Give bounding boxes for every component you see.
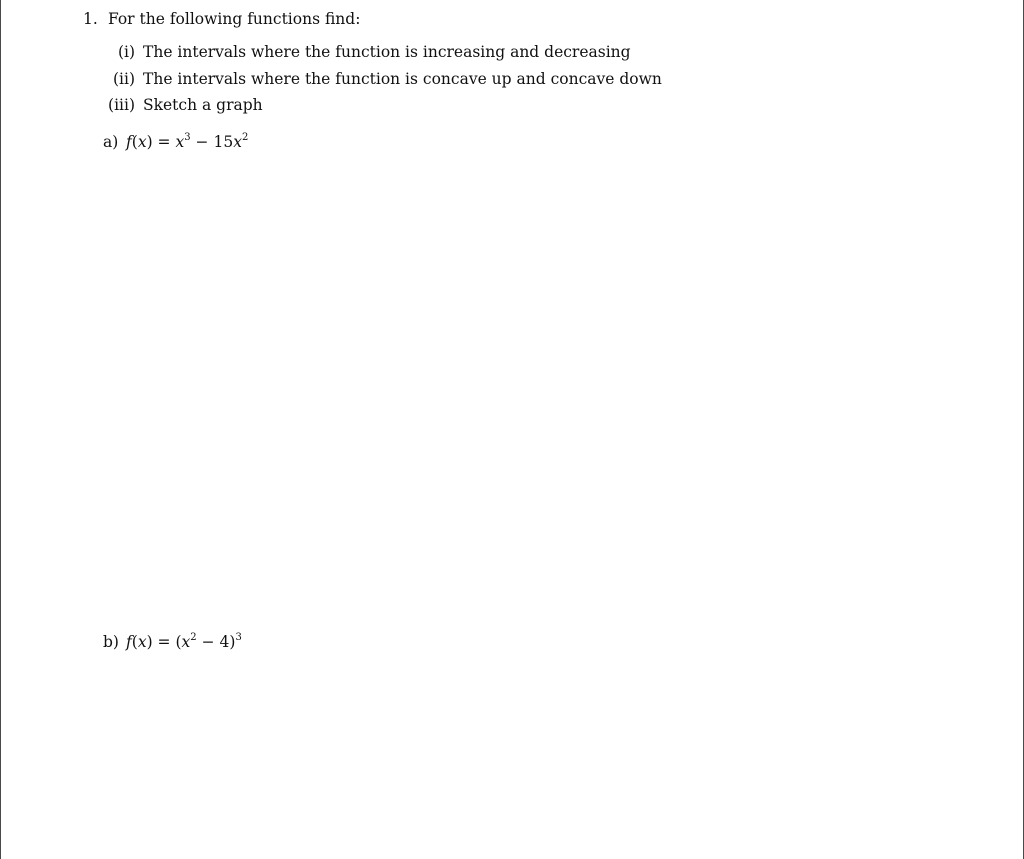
part-b — [103, 632, 242, 652]
subitem-iii — [105, 95, 263, 115]
subitem-i — [105, 42, 631, 62]
part-label: a) — [103, 133, 119, 151]
part-label: b) — [103, 633, 119, 651]
question-number: 1. — [83, 10, 98, 28]
question-prompt: For the following functions find: — [107, 10, 361, 28]
part-a-formula: $f(x) = x^3 - 15x^2$ — [126, 132, 249, 151]
part-a — [103, 132, 248, 152]
part-b-formula: $f(x) = (x^2 - 4)^3$ — [126, 632, 242, 651]
subitem-label: (i) — [117, 43, 135, 61]
subitem-text: The intervals where the function is concave up and concave down — [143, 70, 662, 88]
subitem-text: The intervals where the function is increasing and decreasing — [143, 43, 631, 61]
subitem-label: (iii) — [108, 96, 135, 114]
subitem-ii — [105, 69, 662, 89]
subitem-text: Sketch a graph — [143, 96, 263, 114]
subitem-label: (ii) — [112, 70, 135, 88]
question-heading — [83, 9, 360, 29]
